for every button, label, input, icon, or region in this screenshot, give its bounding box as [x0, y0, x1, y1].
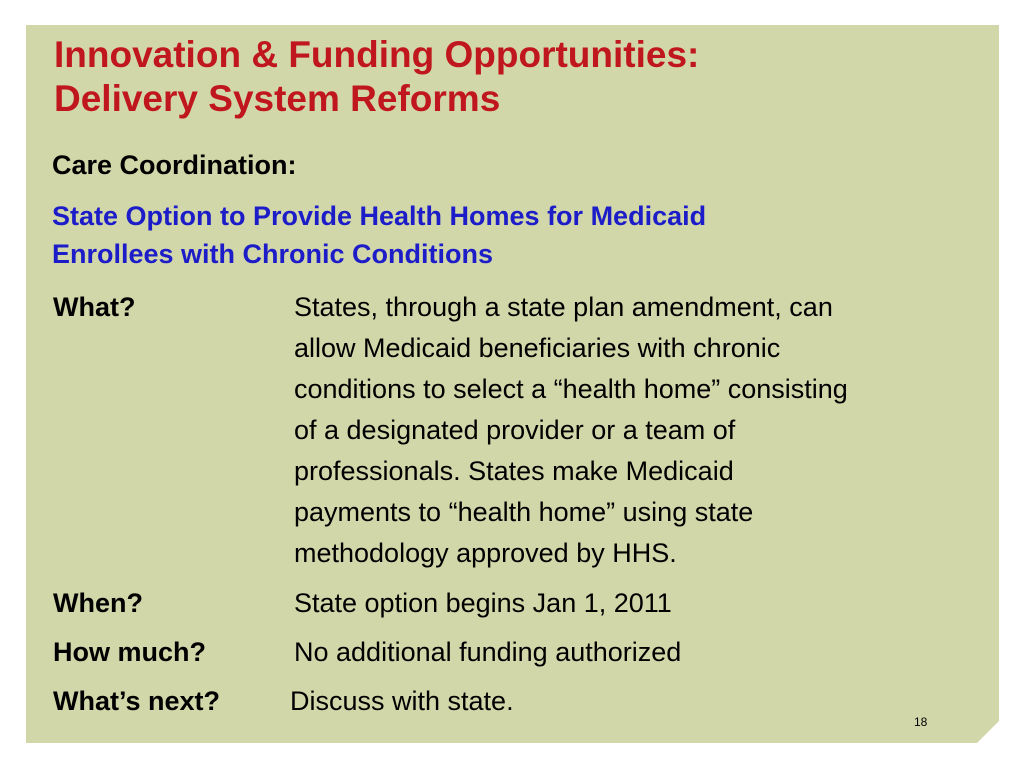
topic-heading-line-1: State Option to Provide Health Homes for Medicaid [52, 201, 707, 231]
row-label-when: When? [53, 588, 143, 618]
what-line-1: States, through a state plan amendment, can [294, 292, 833, 322]
title-line-1: Innovation & Funding Opportunities: [54, 34, 700, 75]
page-number: 18 [914, 715, 928, 729]
whats-next-line-1: Discuss with state. [290, 686, 514, 716]
row-label-what: What? [53, 292, 136, 322]
what-line-3: conditions to select a “health home” consisting [294, 374, 848, 404]
title-line-2: Delivery System Reforms [54, 78, 501, 119]
row-label-how-much: How much? [53, 637, 206, 667]
row-value-how-much [294, 632, 999, 673]
what-line-7: methodology approved by HHS. [294, 538, 677, 568]
slide [26, 25, 999, 743]
row-value-when [294, 583, 999, 624]
row-label-whats-next: What’s next? [53, 686, 221, 716]
topic-heading-line-2: Enrollees with Chronic Conditions [52, 239, 494, 269]
page-corner-fold [977, 721, 999, 743]
row-value-what [294, 287, 999, 574]
what-line-5: professionals. States make Medicaid [294, 456, 734, 486]
how-much-line-1: No additional funding authorized [294, 637, 682, 667]
slide-title [54, 33, 699, 121]
row-value-whats-next [290, 681, 995, 722]
when-line-1: State option begins Jan 1, 2011 [294, 588, 672, 618]
what-line-2: allow Medicaid beneficiaries with chronic [294, 333, 781, 363]
what-line-6: payments to “health home” using state [294, 497, 754, 527]
topic-heading [52, 197, 706, 273]
what-line-4: of a designated provider or a team of [294, 415, 736, 445]
section-subtitle: Care Coordination: [52, 150, 297, 180]
